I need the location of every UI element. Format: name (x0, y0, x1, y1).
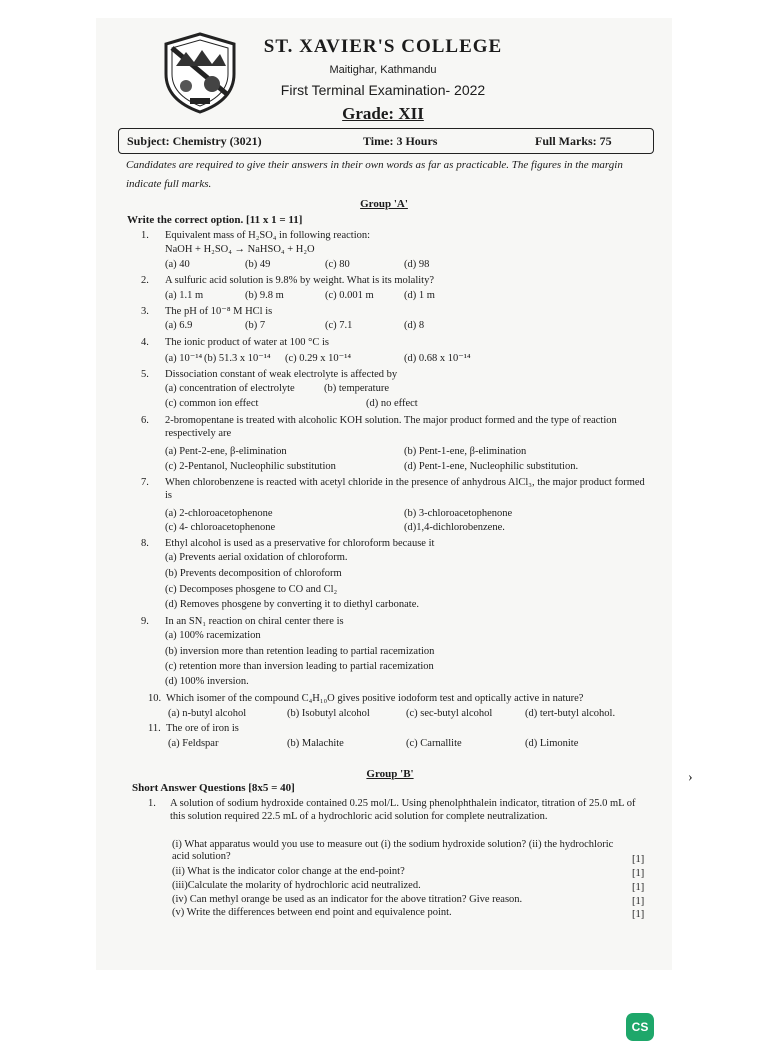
option: (c) 7.1 (325, 320, 353, 331)
option: (a) Prevents aerial oxidation of chloroform. (165, 552, 348, 563)
question-text: Ethyl alcohol is used as a preservative for chloroform because it (165, 538, 435, 549)
reaction-equation: NaOH + H₂SO₄ → NaHSO₄ + H₂O (165, 244, 315, 255)
group-a-title: Group 'A' (360, 198, 408, 210)
option: (d) no effect (366, 398, 418, 409)
option: (c) Decomposes phosgene to CO and Cl₂ (165, 584, 338, 595)
question-text: Which isomer of the compound C₄H₁₀O gives positive iodoform test and optically active in nature? (166, 693, 584, 704)
sub-question: (iv) Can methyl orange be used as an indicator for the above titration? Give reason. (172, 894, 523, 905)
option: (b) Malachite (287, 738, 344, 749)
option: (d) 100% inversion. (165, 676, 249, 687)
option: (c) common ion effect (165, 398, 259, 409)
option: (b) Pent-1-ene, β-elimination (404, 446, 527, 457)
question-number: 1. (148, 798, 156, 809)
option: (b) 7 (245, 320, 266, 331)
stray-mark: › (688, 770, 693, 785)
question-number: 6. (141, 415, 149, 426)
college-crest-logo (160, 32, 240, 114)
option: (c) 4- chloroacetophenone (165, 522, 276, 533)
question-number: 4. (141, 337, 149, 348)
group-b-heading: Short Answer Questions [8x5 = 40] (132, 782, 295, 794)
option: (d)1,4-dichlorobenzene. (404, 522, 505, 533)
question-text: In an SN₁ reaction on chiral center there is (165, 616, 344, 627)
question-number: 10. (148, 693, 162, 704)
marks: [1] (632, 909, 645, 920)
option: (d) 8 (404, 320, 425, 331)
option: (a) 10⁻¹⁴ (165, 353, 203, 364)
subject-label: Subject: Chemistry (3021) (127, 134, 262, 148)
time-label: Time: 3 Hours (363, 134, 438, 148)
question-number: 2. (141, 275, 149, 286)
option: (b) Isobutyl alcohol (287, 708, 370, 719)
option: (d) Pent-1-ene, Nucleophilic substitution. (404, 461, 579, 472)
question-text: A sulfuric acid solution is 9.8% by weight. What is its molality? (165, 275, 434, 286)
option: (c) sec-butyl alcohol (406, 708, 493, 719)
question-number: 9. (141, 616, 149, 627)
college-name: ST. XAVIER'S COLLEGE (263, 36, 503, 57)
option: (b) 51.3 x 10⁻¹⁴ (204, 353, 271, 364)
question-text: Dissociation constant of weak electrolyte is affected by (165, 369, 398, 380)
option: (a) Pent-2-ene, β-elimination (165, 446, 287, 457)
option: (a) Feldspar (168, 738, 219, 749)
group-a-heading: Write the correct option. [11 x 1 = 11] (127, 214, 303, 226)
option: (a) 40 (165, 259, 190, 270)
marks: [1] (632, 854, 645, 865)
option: (d) 1 m (404, 290, 435, 301)
question-text: When chlorobenzene is reacted with acetyl chloride in the presence of anhydrous AlCl₃, the major product formed is (165, 477, 645, 501)
question-text: The ore of iron is (166, 723, 239, 734)
option: (a) 2-chloroacetophenone (165, 508, 273, 519)
camscanner-logo: CS (626, 1013, 654, 1041)
option: (b) Prevents decomposition of chloroform (165, 568, 342, 579)
option: (b) inversion more than retention leading to partial racemization (165, 646, 435, 657)
option: (b) 9.8 m (245, 290, 284, 301)
college-address: Maitighar, Kathmandu (329, 64, 437, 76)
subject-bar (118, 128, 654, 154)
option: (c) 0.29 x 10⁻¹⁴ (285, 353, 352, 364)
group-b-title: Group 'B' (366, 768, 414, 780)
sub-question: (iii)Calculate the molarity of hydrochloric acid neutralized. (172, 880, 421, 891)
sub-question: (ii) What is the indicator color change at the end-point? (172, 866, 405, 877)
option: (b) temperature (324, 383, 390, 394)
question-number: 5. (141, 369, 149, 380)
question-number: 8. (141, 538, 149, 549)
question-text: A solution of sodium hydroxide contained 0.25 mol/L. Using phenolphthalein indicator, titration of 25.0 mL of this solution required 22.5 mL of a hydrochloric acid solution for complete neutralization. (170, 798, 636, 822)
option: (b) 49 (245, 259, 271, 270)
option: (d) Removes phosgene by converting it to diethyl carbonate. (165, 599, 419, 610)
option: (a) n-butyl alcohol (168, 708, 247, 719)
option: (a) 1.1 m (165, 290, 204, 301)
question-number: 1. (141, 230, 149, 241)
option: (c) Carnallite (406, 738, 462, 749)
option: (c) 2-Pentanol, Nucleophilic substitution (165, 461, 336, 472)
sub-question: (i) What apparatus would you use to measure out (i) the sodium hydroxide solution? (ii) the hydrochloric acid solution? (172, 839, 614, 862)
marks: [1] (632, 868, 645, 879)
sub-question: (v) Write the differences between end point and equivalence point. (172, 907, 452, 918)
question-number: 7. (141, 477, 149, 488)
option: (a) concentration of electrolyte (165, 383, 295, 394)
question-number: 3. (141, 306, 149, 317)
option: (d) Limonite (525, 738, 579, 749)
question-text: The ionic product of water at 100 °C is (165, 337, 329, 348)
option: (d) 98 (404, 259, 430, 270)
full-marks-label: Full Marks: 75 (535, 134, 612, 148)
option: (d) tert-butyl alcohol. (525, 708, 616, 719)
marks: [1] (632, 896, 645, 907)
question-text: The pH of 10⁻⁸ M HCl is (165, 306, 273, 317)
exam-title: First Terminal Examination- 2022 (280, 82, 486, 98)
option: (b) 3-chloroacetophenone (404, 508, 513, 519)
option: (a) 100% racemization (165, 630, 261, 641)
option: (c) retention more than inversion leading to partial racemization (165, 661, 434, 672)
question-number: 11. (148, 723, 161, 734)
option: (c) 80 (325, 259, 350, 270)
instructions: Candidates are required to give their answers in their own words as far as practicable. The figures in the margin indicate full marks. (126, 159, 623, 190)
option: (c) 0.001 m (325, 290, 374, 301)
option: (a) 6.9 (165, 320, 193, 331)
question-text: 2-bromopentane is treated with alcoholic KOH solution. The major product formed and the type of reaction respectively are (165, 415, 617, 439)
grade-title: Grade: XII (342, 104, 424, 123)
question-text: Equivalent mass of H₂SO₄ in following reaction: (165, 230, 371, 241)
marks: [1] (632, 882, 645, 893)
option: (d) 0.68 x 10⁻¹⁴ (404, 353, 471, 364)
